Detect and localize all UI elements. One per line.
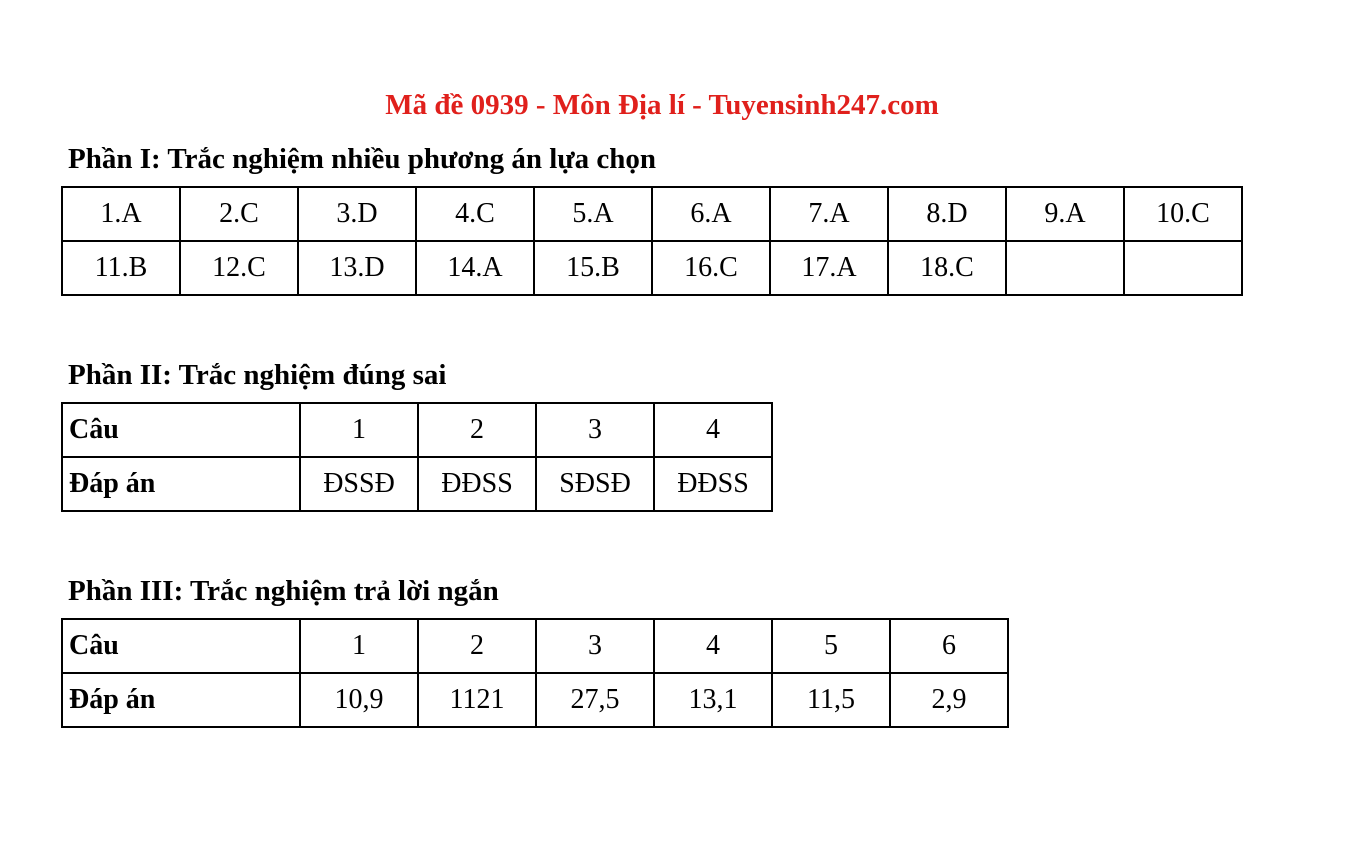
answer-cell: 4.C [416, 187, 534, 241]
question-cell: 5 [772, 619, 890, 673]
answer-cell: ĐĐSS [418, 457, 536, 511]
answer-cell: 5.A [534, 187, 652, 241]
answer-cell: 3.D [298, 187, 416, 241]
row-label: Câu [62, 403, 300, 457]
row-label: Đáp án [62, 457, 300, 511]
question-cell: 1 [300, 619, 418, 673]
question-cell: 2 [418, 403, 536, 457]
table-row [62, 187, 1242, 241]
question-cell: 1 [300, 403, 418, 457]
question-cell: 4 [654, 619, 772, 673]
answer-cell: 14.A [416, 241, 534, 295]
answer-cell: 11,5 [772, 673, 890, 727]
answer-cell: 11.B [62, 241, 180, 295]
answer-cell: 2,9 [890, 673, 1008, 727]
answer-cell: 17.A [770, 241, 888, 295]
part3-heading: Phần III: Trắc nghiệm trả lời ngắn [68, 575, 499, 607]
question-cell: 6 [890, 619, 1008, 673]
answer-cell: 1121 [418, 673, 536, 727]
part1-answer-table [61, 186, 1243, 296]
answer-cell: 1.A [62, 187, 180, 241]
answer-cell: 12.C [180, 241, 298, 295]
row-label: Câu [62, 619, 300, 673]
answer-cell: 27,5 [536, 673, 654, 727]
question-cell: 3 [536, 403, 654, 457]
part2-answer-table [61, 402, 773, 512]
part1-heading: Phần I: Trắc nghiệm nhiều phương án lựa chọn [68, 143, 657, 175]
answer-cell: 16.C [652, 241, 770, 295]
answer-cell: 15.B [534, 241, 652, 295]
part3-answer-table [61, 618, 1009, 728]
answer-cell: 9.A [1006, 187, 1124, 241]
answer-cell: 2.C [180, 187, 298, 241]
answer-cell: 10,9 [300, 673, 418, 727]
answer-cell: 13.D [298, 241, 416, 295]
question-row [62, 403, 772, 457]
empty-cell [1124, 241, 1242, 295]
question-cell: 4 [654, 403, 772, 457]
answer-cell: ĐSSĐ [300, 457, 418, 511]
question-row [62, 619, 1008, 673]
answer-cell: SĐSĐ [536, 457, 654, 511]
answer-cell: 8.D [888, 187, 1006, 241]
table-row [62, 241, 1242, 295]
answer-cell: 18.C [888, 241, 1006, 295]
answer-cell: 13,1 [654, 673, 772, 727]
answer-cell: 6.A [652, 187, 770, 241]
empty-cell [1006, 241, 1124, 295]
question-cell: 3 [536, 619, 654, 673]
answer-row [62, 673, 1008, 727]
document-title: Mã đề 0939 - Môn Địa lí - Tuyensinh247.com [385, 89, 939, 121]
answer-cell: ĐĐSS [654, 457, 772, 511]
row-label: Đáp án [62, 673, 300, 727]
answer-cell: 10.C [1124, 187, 1242, 241]
question-cell: 2 [418, 619, 536, 673]
answer-row [62, 457, 772, 511]
part2-heading: Phần II: Trắc nghiệm đúng sai [68, 359, 447, 391]
answer-cell: 7.A [770, 187, 888, 241]
